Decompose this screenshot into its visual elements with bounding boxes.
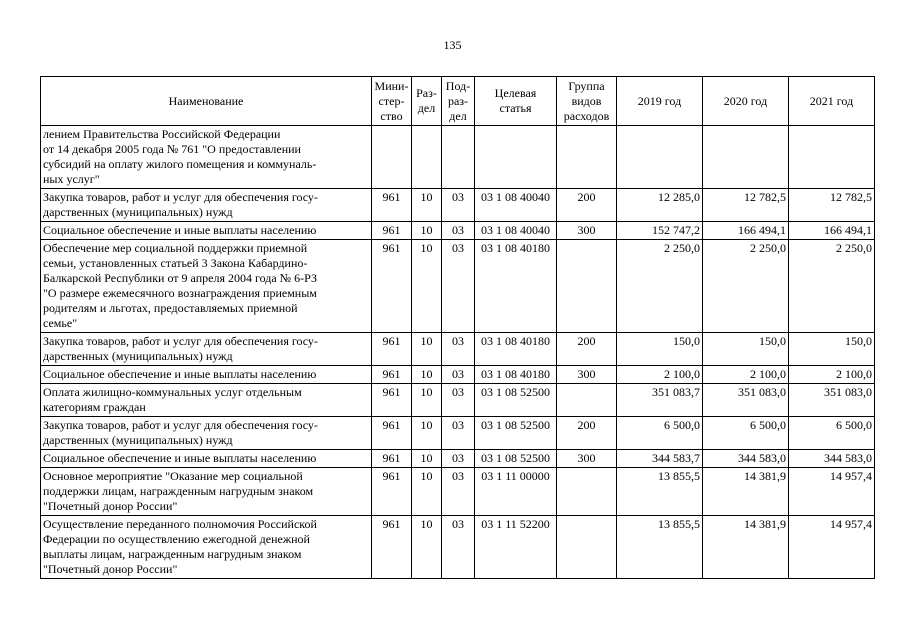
header-subsection: Под- раз- дел — [442, 77, 475, 126]
row-target: 03 1 08 40180 — [475, 240, 557, 333]
row-2020: 14 381,9 — [703, 468, 789, 516]
row-name: Закупка товаров, работ и услуг для обеспечения госу- дарственных (муниципальных) нужд — [41, 417, 372, 450]
row-2021: 2 250,0 — [789, 240, 875, 333]
row-name: Социальное обеспечение и иные выплаты населению — [41, 222, 372, 240]
row-2020: 166 494,1 — [703, 222, 789, 240]
row-ministry: 961 — [372, 516, 412, 579]
row-subsection — [442, 126, 475, 189]
row-section: 10 — [412, 240, 442, 333]
row-name: Обеспечение мер социальной поддержки приемной семьи, установленных статьей 3 Закона Кабардино- Балкарской Республики от 9 апреля 2004 года № 6-РЗ "О размере ежемесячного вознаграждения приемным родителям и льготах, предоставляемых приемной семье" — [41, 240, 372, 333]
row-subsection: 03 — [442, 240, 475, 333]
row-target: 03 1 11 00000 — [475, 468, 557, 516]
row-2019 — [617, 126, 703, 189]
row-name: Закупка товаров, работ и услуг для обеспечения госу- дарственных (муниципальных) нужд — [41, 333, 372, 366]
row-2021: 14 957,4 — [789, 468, 875, 516]
row-2019: 152 747,2 — [617, 222, 703, 240]
row-subsection: 03 — [442, 366, 475, 384]
row-2019: 344 583,7 — [617, 450, 703, 468]
row-2021: 351 083,0 — [789, 384, 875, 417]
row-section: 10 — [412, 384, 442, 417]
row-subsection: 03 — [442, 468, 475, 516]
row-2019: 2 100,0 — [617, 366, 703, 384]
row-group — [557, 516, 617, 579]
row-group — [557, 126, 617, 189]
table-row — [41, 450, 875, 468]
row-section: 10 — [412, 366, 442, 384]
row-target: 03 1 08 52500 — [475, 450, 557, 468]
table-row — [41, 222, 875, 240]
budget-table — [40, 76, 875, 579]
row-ministry: 961 — [372, 384, 412, 417]
table-row — [41, 468, 875, 516]
row-group — [557, 468, 617, 516]
row-target: 03 1 08 40180 — [475, 366, 557, 384]
row-ministry: 961 — [372, 333, 412, 366]
row-section: 10 — [412, 417, 442, 450]
row-section: 10 — [412, 333, 442, 366]
row-subsection: 03 — [442, 222, 475, 240]
row-2021: 166 494,1 — [789, 222, 875, 240]
page-number: 135 — [443, 38, 462, 52]
row-2021: 12 782,5 — [789, 189, 875, 222]
row-name: Социальное обеспечение и иные выплаты населению — [41, 450, 372, 468]
row-ministry: 961 — [372, 222, 412, 240]
row-ministry: 961 — [372, 189, 412, 222]
row-section: 10 — [412, 222, 442, 240]
row-section: 10 — [412, 516, 442, 579]
row-2021: 344 583,0 — [789, 450, 875, 468]
row-2021: 150,0 — [789, 333, 875, 366]
row-group: 200 — [557, 417, 617, 450]
row-subsection: 03 — [442, 516, 475, 579]
row-2020 — [703, 126, 789, 189]
row-name: Осуществление переданного полномочия Российской Федерации по осуществлению ежегодной денежной выплаты лицам, награжденным нагрудным знаком "Почетный донор России" — [41, 516, 372, 579]
row-2019: 351 083,7 — [617, 384, 703, 417]
row-2019: 6 500,0 — [617, 417, 703, 450]
row-ministry: 961 — [372, 468, 412, 516]
header-ministry: Мини- стер- ство — [372, 77, 412, 126]
row-2021: 2 100,0 — [789, 366, 875, 384]
row-name: Оплата жилищно-коммунальных услуг отдельным категориям граждан — [41, 384, 372, 417]
header-2019: 2019 год — [617, 77, 703, 126]
row-target — [475, 126, 557, 189]
row-name: Основное мероприятие "Оказание мер социальной поддержки лицам, награжденным нагрудным знаком "Почетный донор России" — [41, 468, 372, 516]
row-2020: 14 381,9 — [703, 516, 789, 579]
table-header-row — [41, 77, 875, 126]
row-section: 10 — [412, 450, 442, 468]
row-ministry: 961 — [372, 450, 412, 468]
header-2020: 2020 год — [703, 77, 789, 126]
header-group: Группа видов расходов — [557, 77, 617, 126]
row-group: 200 — [557, 189, 617, 222]
row-target: 03 1 08 40040 — [475, 222, 557, 240]
row-2020: 351 083,0 — [703, 384, 789, 417]
table-row — [41, 189, 875, 222]
row-ministry: 961 — [372, 366, 412, 384]
table-row — [41, 333, 875, 366]
row-2021: 6 500,0 — [789, 417, 875, 450]
row-group: 300 — [557, 222, 617, 240]
table-row — [41, 417, 875, 450]
row-2020: 12 782,5 — [703, 189, 789, 222]
row-2019: 13 855,5 — [617, 468, 703, 516]
row-subsection: 03 — [442, 384, 475, 417]
row-subsection: 03 — [442, 189, 475, 222]
table-row — [41, 126, 875, 189]
row-2020: 6 500,0 — [703, 417, 789, 450]
header-2021: 2021 год — [789, 77, 875, 126]
row-2021 — [789, 126, 875, 189]
row-ministry — [372, 126, 412, 189]
row-2019: 150,0 — [617, 333, 703, 366]
row-target: 03 1 11 52200 — [475, 516, 557, 579]
row-subsection: 03 — [442, 417, 475, 450]
table-row — [41, 516, 875, 579]
row-2019: 12 285,0 — [617, 189, 703, 222]
row-ministry: 961 — [372, 240, 412, 333]
row-2021: 14 957,4 — [789, 516, 875, 579]
row-subsection: 03 — [442, 450, 475, 468]
row-group: 300 — [557, 366, 617, 384]
header-target: Целевая статья — [475, 77, 557, 126]
row-2020: 344 583,0 — [703, 450, 789, 468]
header-name: Наименование — [41, 77, 372, 126]
row-group: 300 — [557, 450, 617, 468]
row-2020: 2 100,0 — [703, 366, 789, 384]
row-target: 03 1 08 52500 — [475, 417, 557, 450]
row-group: 200 — [557, 333, 617, 366]
table-row — [41, 366, 875, 384]
row-target: 03 1 08 40040 — [475, 189, 557, 222]
row-section: 10 — [412, 468, 442, 516]
header-section: Раз- дел — [412, 77, 442, 126]
row-2020: 150,0 — [703, 333, 789, 366]
row-name: лением Правительства Российской Федерации от 14 декабря 2005 года № 761 "О предоставлении субсидий на оплату жилого помещения и коммуналь- ных услуг" — [41, 126, 372, 189]
row-group — [557, 384, 617, 417]
row-name: Закупка товаров, работ и услуг для обеспечения госу- дарственных (муниципальных) нужд — [41, 189, 372, 222]
row-section — [412, 126, 442, 189]
row-2019: 13 855,5 — [617, 516, 703, 579]
row-ministry: 961 — [372, 417, 412, 450]
row-group — [557, 240, 617, 333]
row-subsection: 03 — [442, 333, 475, 366]
row-2020: 2 250,0 — [703, 240, 789, 333]
row-2019: 2 250,0 — [617, 240, 703, 333]
table-row — [41, 384, 875, 417]
row-name: Социальное обеспечение и иные выплаты населению — [41, 366, 372, 384]
row-target: 03 1 08 40180 — [475, 333, 557, 366]
table-row — [41, 240, 875, 333]
row-section: 10 — [412, 189, 442, 222]
row-target: 03 1 08 52500 — [475, 384, 557, 417]
